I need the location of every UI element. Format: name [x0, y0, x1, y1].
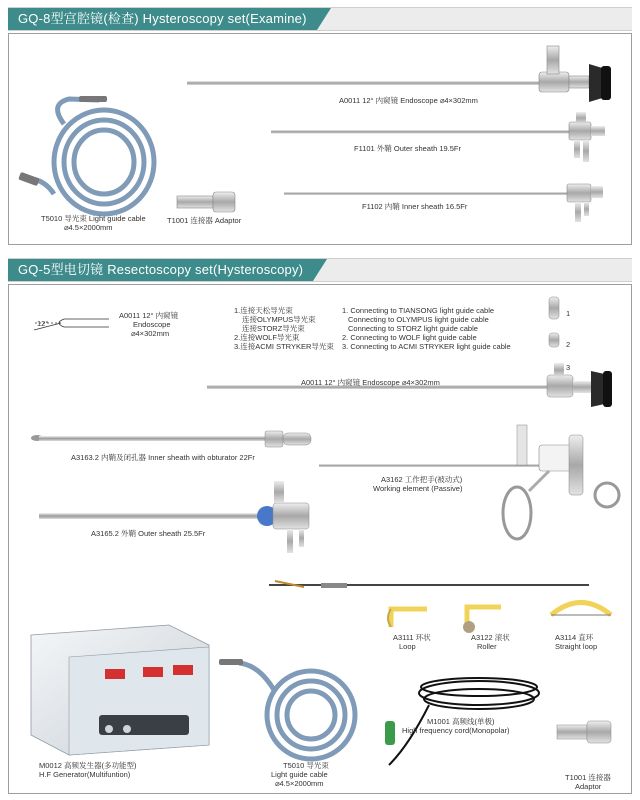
straight-loop-label-1: A3114 直环: [555, 633, 594, 642]
hysteroscopy-illustration: [9, 34, 631, 244]
connect-en-3: Connecting to STORZ light guide cable: [348, 324, 478, 333]
hf-generator-image: [31, 625, 209, 755]
working-element-label-1: A3162 工作把手(被动式): [381, 475, 463, 484]
light-adapters-image: [549, 297, 559, 347]
resecto-outer-sheath-label: A3165.2 外鞘 Outer sheath 25.5Fr: [91, 529, 206, 538]
hf-cord-label-1: M1001 高频线(单极): [427, 717, 495, 726]
roller-label-2: Roller: [477, 642, 497, 651]
resecto-outer-sheath-image: [39, 481, 309, 553]
hf-cord-label-2: High frequency cord(Monopolar): [402, 726, 510, 735]
adaptor-2-image: [557, 721, 611, 743]
straight-loop-label-2: Straight loop: [555, 642, 598, 651]
roller-label-1: A3122 滚状: [471, 633, 510, 642]
adaptor-2-label-1: T1001 连接器: [565, 773, 611, 782]
endoscope-small-label-1: A0011 12° 内窥镜: [119, 311, 179, 320]
resecto-endoscope-label: A0011 12° 内窥镜 Endoscope ⌀4×302mm: [301, 378, 440, 387]
hf-generator-label-2: H.F Generator(Multifuntion): [39, 770, 131, 779]
adaptor-2-label-2: Adaptor: [575, 782, 602, 791]
section2-panel: [8, 284, 632, 794]
connect-cn-4: 2.连接WOLF导光束: [234, 333, 300, 342]
resectoscopy-illustration: [9, 285, 631, 793]
cable-2-label-3: ⌀4.5×2000mm: [275, 779, 324, 788]
outer-sheath-label: F1101 外鞘 Outer sheath 19.5Fr: [354, 144, 461, 153]
adapter-number-2: 2: [566, 340, 571, 349]
section1-title: GQ-8型宫腔镜(检查) Hysteroscopy set(Examine): [8, 8, 317, 30]
working-element-label-2: Working element (Passive): [373, 484, 463, 493]
adaptor-label: T1001 连接器 Adaptor: [167, 216, 242, 225]
connect-cn-1: 1.连接天松导光束: [234, 306, 293, 315]
connect-en-4: 2. Connecting to WOLF light guide cable: [342, 333, 477, 342]
cable-2-label-1: T5010 导光束: [283, 761, 329, 770]
connect-cn-5: 3.连接ACMI STRYKER导光束: [234, 342, 334, 351]
cable-label-1: T5010 导光束 Light guide cable: [41, 214, 146, 223]
tip-angle-label: 12°: [37, 319, 49, 328]
inner-sheath-label: F1102 内鞘 Inner sheath 16.5Fr: [362, 202, 468, 211]
connect-cn-2: 连接OLYMPUS导光束: [242, 315, 316, 324]
working-element-image: [319, 425, 619, 539]
hf-generator-label-1: M0012 高频发生器(多功能型): [39, 761, 137, 770]
inner-sheath-obturator-image: [31, 431, 311, 447]
loop-label-2: Loop: [399, 642, 416, 651]
electrode-long-image: [269, 581, 589, 588]
light-guide-cable-2-image: [239, 663, 355, 759]
light-guide-cable-image: [29, 99, 154, 214]
loop-label-1: A3111 环状: [393, 633, 431, 642]
connect-en-1: 1. Connecting to TIANSONG light guide cable: [342, 306, 495, 315]
adapter-number-3: 3: [566, 363, 571, 372]
cable-label-2: ⌀4.5×2000mm: [64, 223, 113, 232]
loop-electrode-image: [388, 609, 427, 627]
section1-header: [8, 7, 632, 31]
outer-sheath-image: [271, 112, 605, 162]
section2-title: GQ-5型电切镜 Resectoscopy set(Hysteroscopy): [8, 259, 313, 281]
endoscope-small-label-2: Endoscope: [133, 320, 171, 329]
adapter-number-1: 1: [566, 309, 571, 318]
endoscope-image: [187, 46, 611, 102]
endoscope-label: A0011 12° 内窥镜 Endoscope ⌀4×302mm: [339, 96, 478, 105]
straight-loop-electrode-image: [551, 603, 611, 616]
connect-en-5: 3. Connecting to ACMI STRYKER light guide cable: [342, 342, 511, 351]
cable-2-label-2: Light guide cable: [271, 770, 328, 779]
endoscope-small-label-3: ⌀4×302mm: [131, 329, 170, 338]
roller-electrode-image: [463, 607, 501, 633]
connect-en-2: Connecting to OLYMPUS light guide cable: [348, 315, 489, 324]
section2-header: [8, 258, 632, 282]
adaptor-image: [177, 192, 235, 212]
inner-sheath-obturator-label: A3163.2 内鞘及闭孔器 Inner sheath with obturator 22Fr: [71, 453, 255, 462]
section1-panel: [8, 33, 632, 245]
connect-cn-3: 连接STORZ导光束: [242, 324, 305, 333]
